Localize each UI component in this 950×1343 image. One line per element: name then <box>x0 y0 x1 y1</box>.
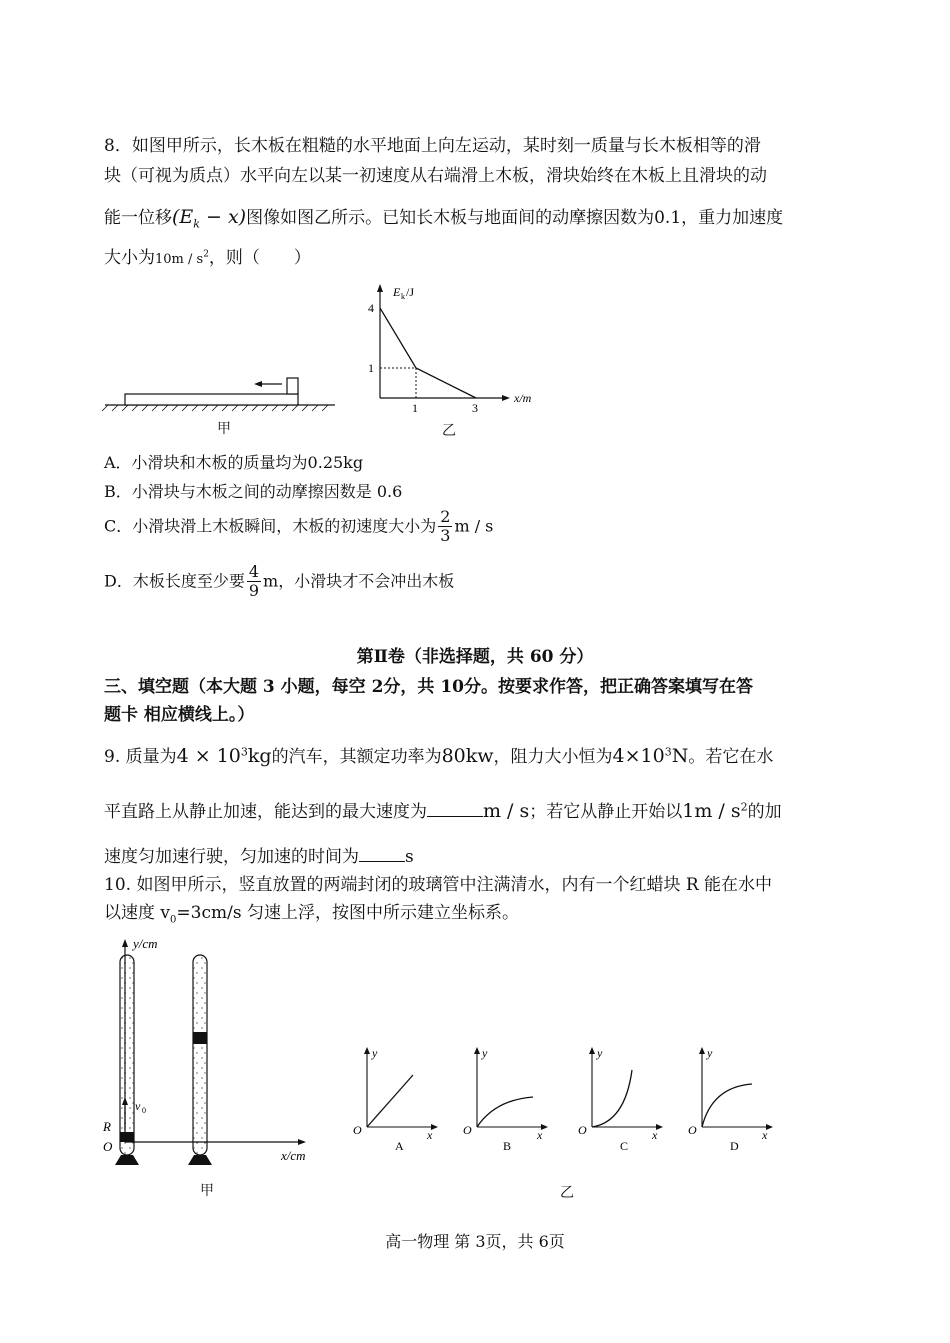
q10-a-origin: O <box>353 1123 362 1137</box>
q10-velocity-sub: 0 <box>142 1106 146 1115</box>
q10-caption-jia: 甲 <box>200 1183 214 1199</box>
graph-xlabel: x/m <box>514 391 532 405</box>
q10-caption-yi: 乙 <box>560 1185 574 1201</box>
q8-option-d: D．木板长度至少要 $\frac{4}{9}$ m，小滑块才不会冲出木板 <box>104 562 455 601</box>
section-title: 第Ⅱ卷（非选择题，共 60 分） <box>356 647 594 667</box>
q10-a-xlabel: x <box>427 1128 433 1142</box>
q10-y-axis-label: y/cm <box>133 936 158 951</box>
graph-xtick-1: 1 <box>412 401 418 415</box>
q10-x-axis-label: x/cm <box>281 1148 306 1163</box>
q8-line-4: 大小为$10m / s^2$，则（ ） <box>104 248 311 268</box>
q10-c-xlabel: x <box>652 1128 658 1142</box>
q10-b-ylabel: y <box>482 1046 488 1060</box>
graph-xtick-3: 3 <box>472 401 478 415</box>
q10-graph-c <box>570 1042 665 1157</box>
q10-b-origin: O <box>463 1123 472 1137</box>
q8-ek-x-graph <box>340 280 550 420</box>
page-footer: 高一物理 第 3页，共 6页 <box>385 1232 565 1251</box>
q10-velocity-label: v <box>135 1099 141 1113</box>
section-heading-line-1: 三、填空题（本大题 3 小题，每空 2分，共 10分。按要求作答，把正确答案填写在答 <box>104 677 753 697</box>
q10-c-origin: O <box>578 1123 587 1137</box>
graph-ylabel-sub: k <box>401 292 405 301</box>
q10-c-ylabel: y <box>597 1046 603 1060</box>
q8-option-a: A．小滑块和木板的质量均为0.25kg <box>104 453 364 472</box>
q8-line-2: 块（可视为质点）水平向左以某一初速度从右端滑上木板，滑块始终在木板上且滑块的动 <box>104 166 767 186</box>
q9-line-1: 9. 质量为$4 \times 10^3kg$的汽车，其额定功率为80kw，阻力大小恒为$4\times 10^3N$。若它在水 <box>104 745 774 767</box>
section-heading-line-2: 题卡 相应横线上。） <box>104 705 255 725</box>
q10-origin-label: O <box>103 1139 113 1154</box>
q10-graph-b <box>455 1042 550 1157</box>
graph-ylabel-unit: /J <box>406 285 415 299</box>
q8-line-3: 能一位移$(E_k - x)$图像如图乙所示。已知长木板与地面间的动摩擦因数为0.1，重力加速度 <box>104 206 784 231</box>
q8-option-b: B．小滑块与木板之间的动摩擦因数是 0.6 <box>104 482 403 501</box>
q10-d-letter: D <box>730 1139 739 1153</box>
graph-ylabel: E <box>393 285 401 299</box>
q10-graph-a <box>345 1042 440 1157</box>
q10-line-2: 以速度 $v_0=3cm/s$ 匀速上浮，按图中所示建立坐标系。 <box>104 903 519 926</box>
q9-line-3: 速度匀加速行驶，匀加速的时间为 s <box>104 847 414 867</box>
q10-block-label: R <box>103 1119 111 1134</box>
q10-tubes-figure <box>95 935 335 1175</box>
graph-ytick-4: 4 <box>368 301 374 315</box>
q8-caption-yi: 乙 <box>442 423 456 439</box>
q10-d-xlabel: x <box>762 1128 768 1142</box>
graph-ytick-1: 1 <box>368 361 374 375</box>
q10-d-ylabel: y <box>707 1046 713 1060</box>
q10-c-letter: C <box>620 1139 629 1153</box>
q8-option-c: C．小滑块滑上木板瞬间，木板的初速度大小为 $\frac{2}{3}$ m / s <box>104 507 494 546</box>
q10-d-origin: O <box>688 1123 697 1137</box>
q8-line-1: 8．如图甲所示，长木板在粗糙的水平地面上向左运动，某时刻一质量与长木板相等的滑 <box>104 136 761 156</box>
q10-a-letter: A <box>395 1139 404 1153</box>
q10-line-1: 10. 如图甲所示，竖直放置的两端封闭的玻璃管中注满清水，内有一个红蜡块 R 能在水中 <box>104 875 773 895</box>
q10-a-ylabel: y <box>372 1046 378 1060</box>
q10-b-xlabel: x <box>537 1128 543 1142</box>
q10-graph-d <box>680 1042 775 1157</box>
q8-figure-board <box>100 370 340 420</box>
q9-blank-1[interactable] <box>427 816 483 817</box>
q8-caption-jia: 甲 <box>217 421 231 437</box>
q10-b-letter: B <box>503 1139 512 1153</box>
q9-blank-2[interactable] <box>359 861 405 862</box>
q9-line-2: 平直路上从静止加速，能达到的最大速度为 m / s；若它从静止开始以$1m / s^2$的加 <box>104 800 782 822</box>
